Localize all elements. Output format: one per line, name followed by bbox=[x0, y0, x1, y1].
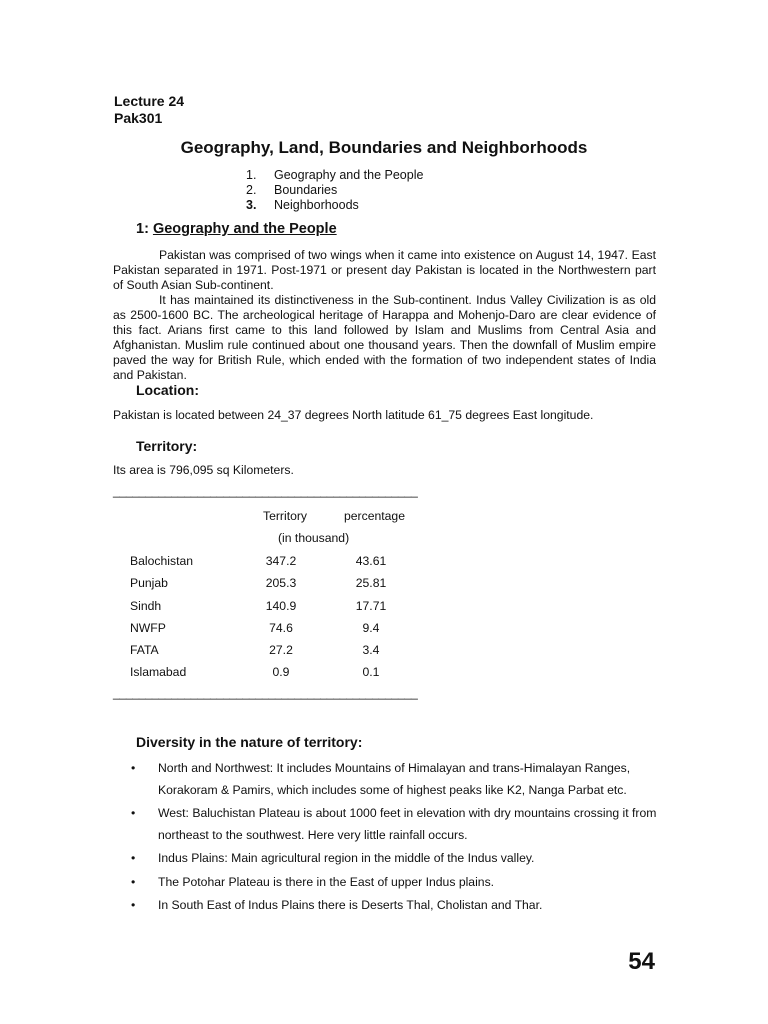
col-header-territory: Territory bbox=[263, 509, 308, 523]
row-name: FATA bbox=[130, 643, 159, 657]
lecture-header bbox=[114, 93, 184, 127]
bullet-icon: • bbox=[131, 898, 136, 912]
list-item bbox=[113, 848, 673, 870]
location-heading: Location: bbox=[136, 382, 199, 398]
bullet-icon: • bbox=[131, 806, 136, 820]
toc-label: Neighborhoods bbox=[274, 198, 359, 212]
row-name: Balochistan bbox=[130, 554, 194, 568]
list-item bbox=[113, 872, 673, 894]
toc-number: 1. bbox=[246, 168, 257, 182]
row-percentage: 9.4 bbox=[362, 621, 380, 635]
bullet-icon: • bbox=[131, 851, 136, 865]
row-percentage: 3.4 bbox=[362, 643, 380, 657]
location-text: Pakistan is located between 24_37 degrees North latitude 61_75 degrees East longitude. bbox=[113, 408, 594, 422]
toc-number: 2. bbox=[246, 183, 257, 197]
row-name: Sindh bbox=[130, 599, 162, 613]
row-percentage: 0.1 bbox=[362, 665, 380, 679]
table-of-contents bbox=[246, 168, 423, 213]
section-heading bbox=[136, 221, 337, 237]
diversity-heading: Diversity in the nature of territory: bbox=[136, 734, 363, 750]
row-name: Islamabad bbox=[130, 665, 187, 679]
bullet-icon: • bbox=[131, 761, 136, 775]
list-item-text: North and Northwest: It includes Mountains of Himalayan and trans-Himalayan Ranges, Korakoram & Pamirs, which includes some of highest peaks like K2, Nanga Parbat etc. bbox=[158, 761, 631, 797]
list-item-text: In South East of Indus Plains there is Deserts Thal, Cholistan and Thar. bbox=[158, 898, 543, 912]
row-territory: 205.3 bbox=[265, 576, 297, 590]
list-item-text: The Potohar Plateau is there in the East of upper Indus plains. bbox=[158, 874, 495, 889]
col-header-percentage: percentage bbox=[344, 509, 405, 523]
territory-heading: Territory: bbox=[136, 438, 198, 454]
page-title: Geography, Land, Boundaries and Neighborhoods bbox=[180, 138, 588, 157]
toc-item bbox=[246, 168, 423, 183]
row-territory: 0.9 bbox=[272, 665, 290, 679]
list-item bbox=[113, 758, 673, 801]
page-number: 54 bbox=[628, 948, 655, 975]
list-item-text: West: Baluchistan Plateau is about 1000 feet in elevation with dry mountains crossing it from northeast to the southwest. Here very little rainfall occurs. bbox=[158, 806, 657, 842]
row-territory: 27.2 bbox=[269, 643, 293, 657]
list-item bbox=[113, 803, 673, 846]
row-percentage: 17.71 bbox=[355, 599, 387, 613]
section-number: 1: bbox=[136, 221, 149, 237]
lecture-number: Lecture 24 bbox=[114, 93, 185, 109]
table-top-rule: _______________________________________________ bbox=[113, 484, 418, 498]
bullet-icon: • bbox=[131, 874, 136, 889]
territory-text: Its area is 796,095 sq Kilometers. bbox=[113, 463, 294, 477]
toc-number: 3. bbox=[246, 198, 257, 212]
section-title: Geography and the People bbox=[152, 221, 337, 237]
diversity-list bbox=[113, 758, 673, 919]
toc-label: Boundaries bbox=[274, 183, 338, 197]
row-percentage: 25.81 bbox=[355, 576, 387, 590]
row-territory: 140.9 bbox=[265, 599, 297, 613]
row-name: NWFP bbox=[130, 621, 166, 635]
toc-item bbox=[246, 183, 423, 198]
paragraph: Pakistan was comprised of two wings when it came into existence on August 14, 1947. East Pakistan separated in 1971. Post-1971 or present day Pakistan is located in the Northwestern part of South Asian Sub-continent. bbox=[113, 248, 656, 292]
toc-item bbox=[246, 198, 423, 213]
row-territory: 74.6 bbox=[269, 621, 293, 635]
section-body bbox=[113, 248, 656, 383]
list-item bbox=[113, 895, 673, 917]
table-bottom-rule: _______________________________________________ bbox=[113, 686, 418, 700]
col-header-unit: (in thousand) bbox=[278, 531, 350, 545]
row-name: Punjab bbox=[130, 576, 168, 590]
paragraph: It has maintained its distinctiveness in the Sub-continent. Indus Valley Civilization is as old as 2500-1600 BC. The archeological heritage of Harappa and Mohenjo-Daro are clear evidence of this fact. Arians first came to this land followed by Islam and Muslims from Central Asia and Afghanistan. Muslim rule continued about one thousand years. Then the downfall of Muslim empire paved the way for British Rule, which ended with the formation of two independent states of India and Pakistan. bbox=[113, 293, 656, 382]
toc-label: Geography and the People bbox=[274, 168, 424, 182]
row-percentage: 43.61 bbox=[355, 554, 387, 568]
list-item-text: Indus Plains: Main agricultural region in the middle of the Indus valley. bbox=[158, 851, 535, 865]
row-territory: 347.2 bbox=[265, 554, 297, 568]
course-code: Pak301 bbox=[114, 110, 163, 126]
